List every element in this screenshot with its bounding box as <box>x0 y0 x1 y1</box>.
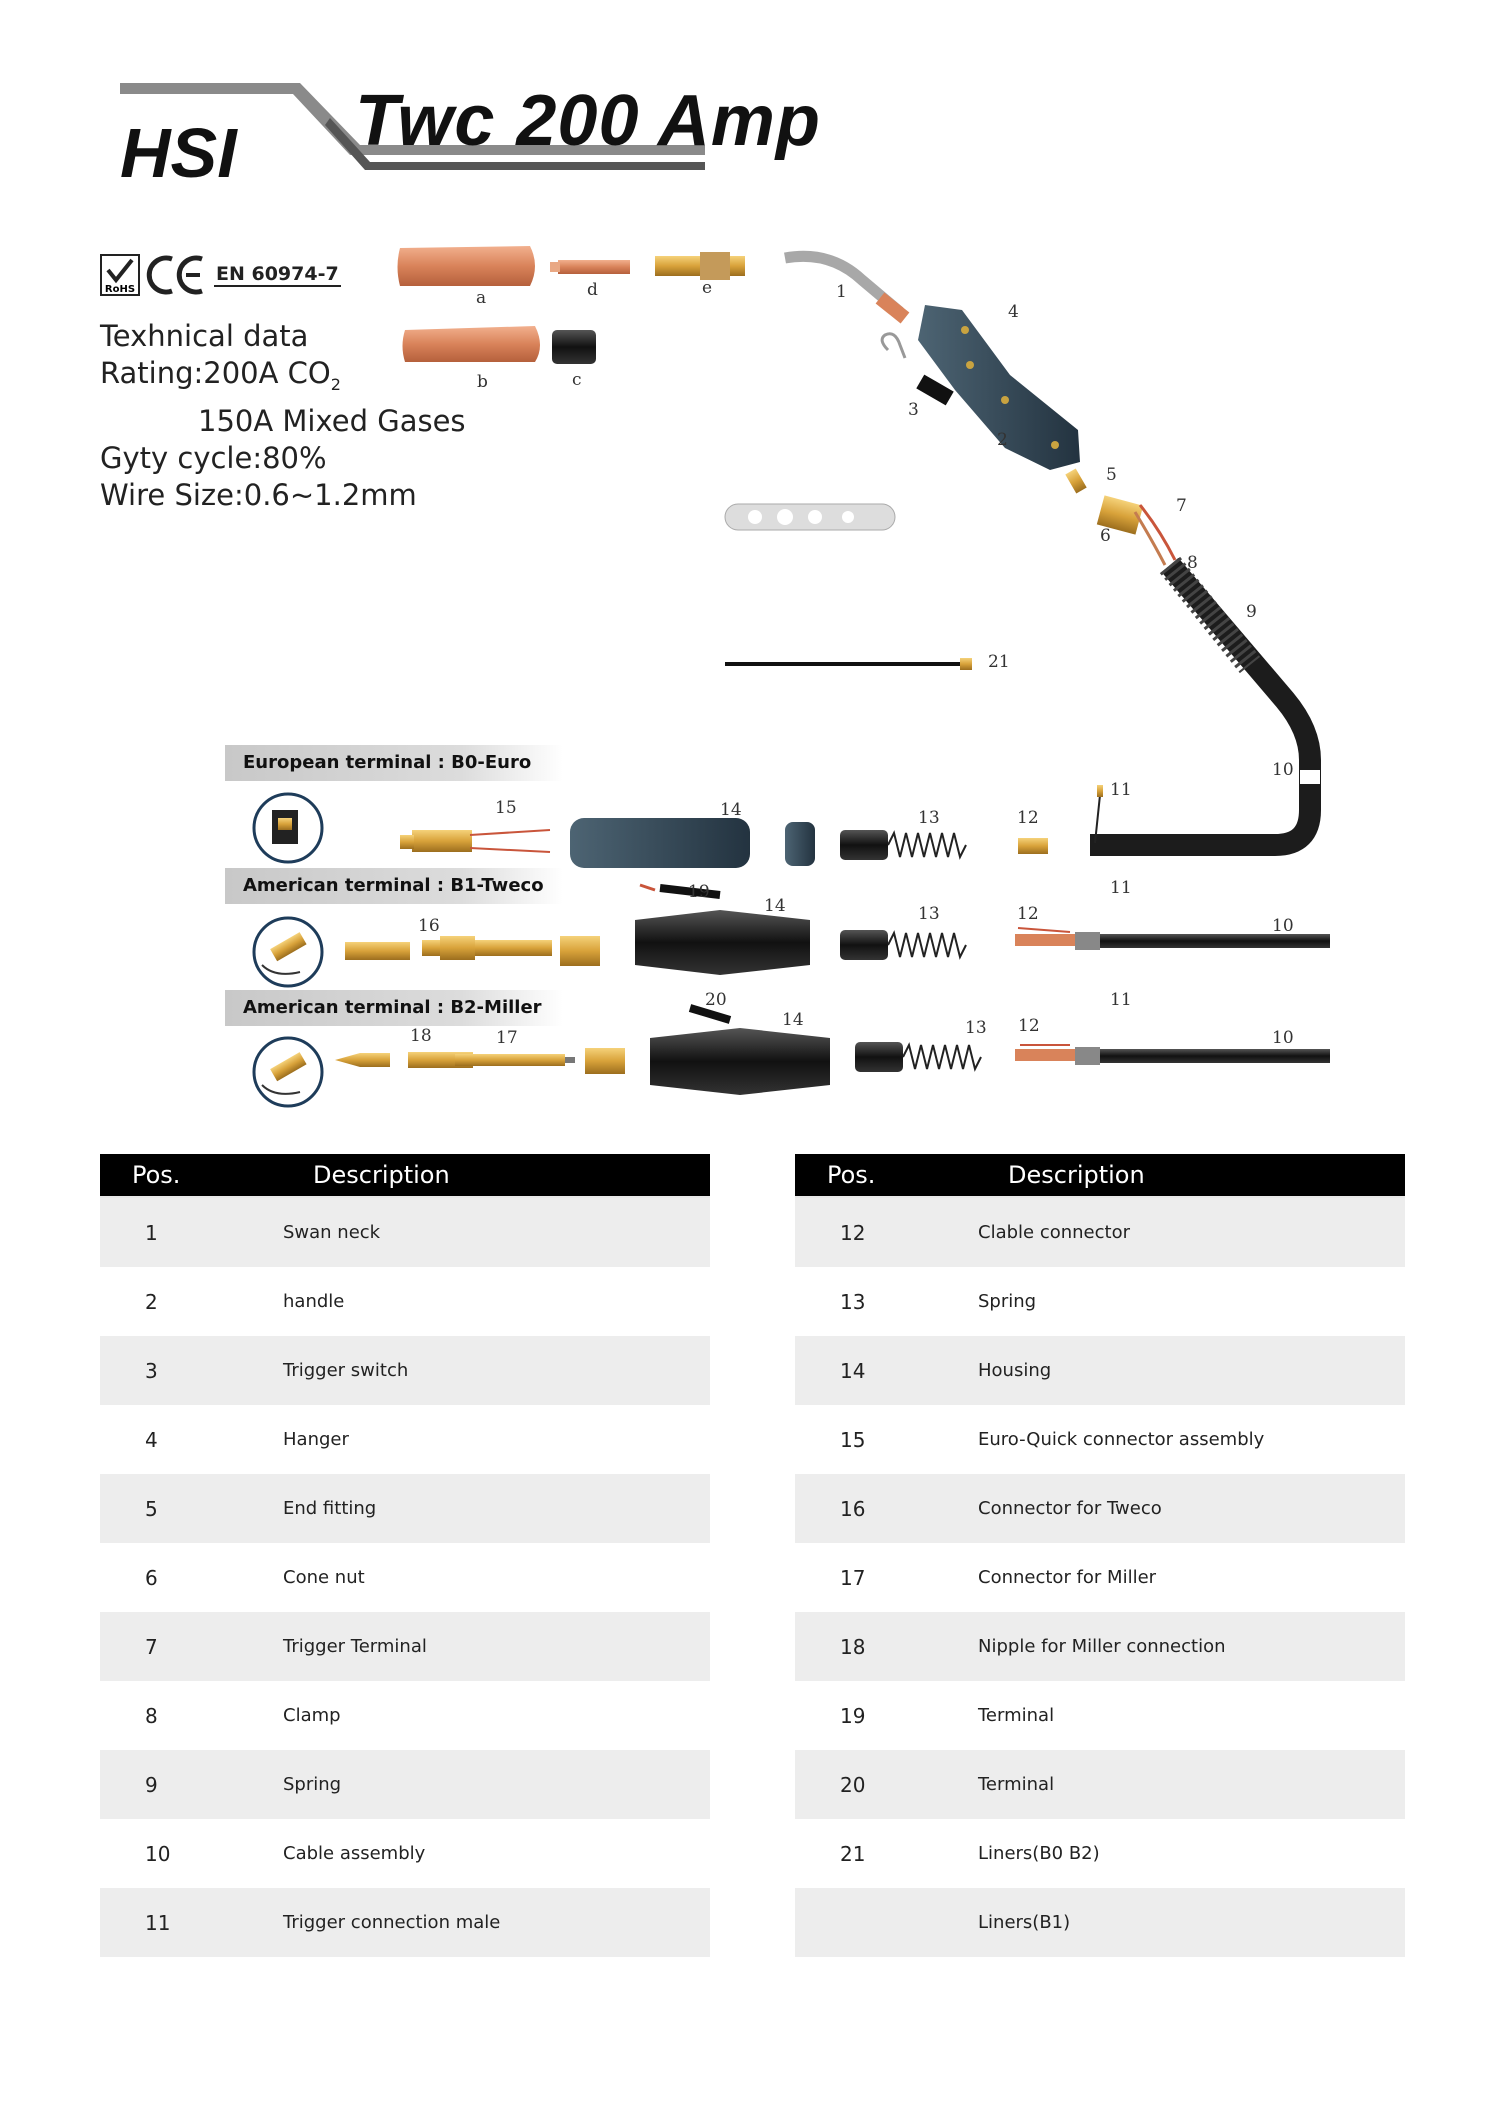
table-row <box>100 1819 710 1888</box>
callout-13-b: 13 <box>918 904 940 924</box>
spring-13-tweco <box>840 930 966 960</box>
label-c: c <box>572 370 582 390</box>
pos-cell: 5 <box>100 1474 283 1543</box>
table-row <box>100 1405 710 1474</box>
pos-cell: 18 <box>795 1612 978 1681</box>
standard-label: EN 60974-7 <box>216 263 339 285</box>
description-cell: Spring <box>283 1750 710 1819</box>
label-e: e <box>702 278 713 298</box>
col-pos: Pos. <box>100 1154 283 1197</box>
table-row <box>795 1474 1405 1543</box>
callout-14-b: 14 <box>764 896 786 916</box>
pos-cell: 2 <box>100 1267 283 1336</box>
callout-10-a: 10 <box>1272 760 1294 780</box>
description-cell: Housing <box>978 1336 1405 1405</box>
description-cell: Connector for Tweco <box>978 1474 1405 1543</box>
label-d: d <box>587 280 598 300</box>
parts-table-left <box>100 1154 710 1957</box>
callout-18: 18 <box>410 1026 432 1046</box>
rating-line: Rating:200A $CO_2$ <box>100 356 341 394</box>
callout-20: 20 <box>705 990 727 1010</box>
pos-cell: 10 <box>100 1819 283 1888</box>
description-cell: Terminal <box>978 1750 1405 1819</box>
table-row <box>795 1405 1405 1474</box>
pos-cell: 11 <box>100 1888 283 1957</box>
callout-12-b: 12 <box>1017 904 1039 924</box>
logo-text: HSI <box>120 114 237 180</box>
pos-cell: 14 <box>795 1336 978 1405</box>
callout-21: 21 <box>988 652 1010 672</box>
callout-9: 9 <box>1246 602 1257 622</box>
callout-12-c: 12 <box>1018 1016 1040 1036</box>
callout-3: 3 <box>908 400 919 420</box>
pos-cell: 8 <box>100 1681 283 1750</box>
rating-line-2: 150A Mixed Gases <box>198 403 466 438</box>
table-row <box>100 1197 710 1267</box>
pos-cell: 21 <box>795 1819 978 1888</box>
tech-heading: Texhnical data <box>100 319 309 353</box>
tweco-connector-16 <box>345 936 600 966</box>
banner-miller: American terminal : B2-Miller <box>225 990 563 1026</box>
table-row <box>100 1681 710 1750</box>
description-cell: Liners(B0 B2) <box>978 1819 1405 1888</box>
description-cell: Clamp <box>283 1681 710 1750</box>
col-pos: Pos. <box>795 1154 978 1197</box>
nut-euro <box>785 822 815 866</box>
table-row <box>100 1474 710 1543</box>
callout-8: 8 <box>1187 553 1198 573</box>
description-cell: End fitting <box>283 1474 710 1543</box>
description-cell: Hanger <box>283 1405 710 1474</box>
description-cell: Swan neck <box>283 1197 710 1267</box>
callout-15: 15 <box>495 798 517 818</box>
duty-cycle: Gyty cycle:80% <box>100 440 327 475</box>
table-row <box>795 1888 1405 1957</box>
tweco-terminal-icon <box>254 918 322 986</box>
label-a: a <box>476 288 487 308</box>
hanger-hook <box>882 334 905 358</box>
banner-euro: European terminal : B0-Euro <box>225 745 563 781</box>
table-row <box>795 1612 1405 1681</box>
pos-cell: 20 <box>795 1750 978 1819</box>
liner-21 <box>725 658 972 670</box>
table-row <box>100 1267 710 1336</box>
table-row <box>795 1336 1405 1405</box>
page-title: Twc 200 Amp <box>355 81 821 161</box>
table-row <box>100 1336 710 1405</box>
callout-16: 16 <box>418 916 440 936</box>
callout-11-a: 11 <box>1110 780 1132 800</box>
pos-cell: 7 <box>100 1612 283 1681</box>
miller-connector-17-18 <box>335 1048 625 1074</box>
callout-11-c: 11 <box>1110 990 1132 1010</box>
callout-11-b: 11 <box>1110 878 1132 898</box>
description-cell: Cone nut <box>283 1543 710 1612</box>
tip-holder-e <box>655 252 745 280</box>
end-fitting-5 <box>1065 468 1086 493</box>
table-row <box>795 1543 1405 1612</box>
pos-cell: 9 <box>100 1750 283 1819</box>
contact-tip-d <box>550 260 630 274</box>
nozzle-b <box>403 326 541 362</box>
pos-cell: 1 <box>100 1197 283 1267</box>
svg-text:RoHS: RoHS <box>104 284 136 295</box>
spanner <box>725 504 895 530</box>
wire-size: Wire Size:0.6~1.2mm <box>100 477 417 512</box>
col-description: Description <box>978 1154 1405 1197</box>
parts-table-right <box>795 1154 1405 1957</box>
table-row <box>795 1750 1405 1819</box>
callout-13-a: 13 <box>918 808 940 828</box>
callout-13-c: 13 <box>965 1018 987 1038</box>
callout-10-b: 10 <box>1272 916 1294 936</box>
table-row <box>100 1750 710 1819</box>
callout-10-c: 10 <box>1272 1028 1294 1048</box>
callout-4: 4 <box>1008 302 1019 322</box>
spring-13-miller <box>855 1042 981 1072</box>
callout-2: 2 <box>997 430 1008 450</box>
table-row <box>100 1888 710 1957</box>
banner-tweco: American terminal : B1-Tweco <box>225 868 563 904</box>
insulator-c <box>552 330 596 364</box>
description-cell: Spring <box>978 1267 1405 1336</box>
description-cell: Terminal <box>978 1681 1405 1750</box>
pos-cell: 12 <box>795 1197 978 1267</box>
table-row <box>100 1543 710 1612</box>
table-row <box>795 1681 1405 1750</box>
callout-19: 19 <box>688 882 710 902</box>
callout-5: 5 <box>1106 465 1117 485</box>
table-row <box>795 1267 1405 1336</box>
nozzle-a <box>398 246 536 286</box>
callout-17: 17 <box>496 1028 518 1048</box>
table-row <box>100 1612 710 1681</box>
label-b: b <box>477 372 488 392</box>
description-cell: Connector for Miller <box>978 1543 1405 1612</box>
cable-assembly-10 <box>1090 565 1320 845</box>
spring-13-euro <box>840 830 966 860</box>
col-description: Description <box>283 1154 710 1197</box>
pos-cell: 17 <box>795 1543 978 1612</box>
pos-cell: 19 <box>795 1681 978 1750</box>
description-cell: Clable connector <box>978 1197 1405 1267</box>
pos-cell: 15 <box>795 1405 978 1474</box>
pos-cell: 13 <box>795 1267 978 1336</box>
callout-12-a: 12 <box>1017 808 1039 828</box>
callout-14-a: 14 <box>720 800 742 820</box>
miller-terminal-icon <box>254 1038 322 1106</box>
pos-cell: 3 <box>100 1336 283 1405</box>
cable-10-miller <box>1015 1045 1330 1065</box>
euro-connector-15 <box>400 830 550 852</box>
description-cell: Cable assembly <box>283 1819 710 1888</box>
callout-14-c: 14 <box>782 1010 804 1030</box>
description-cell: Trigger connection male <box>283 1888 710 1957</box>
description-cell: Trigger switch <box>283 1336 710 1405</box>
description-cell: Liners(B1) <box>978 1888 1405 1957</box>
callout-6: 6 <box>1100 526 1111 546</box>
euro-terminal-icon <box>254 794 322 862</box>
description-cell: handle <box>283 1267 710 1336</box>
pos-cell <box>795 1888 978 1957</box>
description-cell: Euro-Quick connector assembly <box>978 1405 1405 1474</box>
description-cell: Trigger Terminal <box>283 1612 710 1681</box>
callout-1: 1 <box>836 282 847 302</box>
pos-cell: 4 <box>100 1405 283 1474</box>
table-row <box>795 1197 1405 1267</box>
description-cell: Nipple for Miller connection <box>978 1612 1405 1681</box>
callout-7: 7 <box>1176 496 1187 516</box>
table-row <box>795 1819 1405 1888</box>
pos-cell: 16 <box>795 1474 978 1543</box>
housing-14-euro <box>570 818 750 868</box>
pos-cell: 6 <box>100 1543 283 1612</box>
trigger-terminal-7 <box>1135 505 1175 565</box>
